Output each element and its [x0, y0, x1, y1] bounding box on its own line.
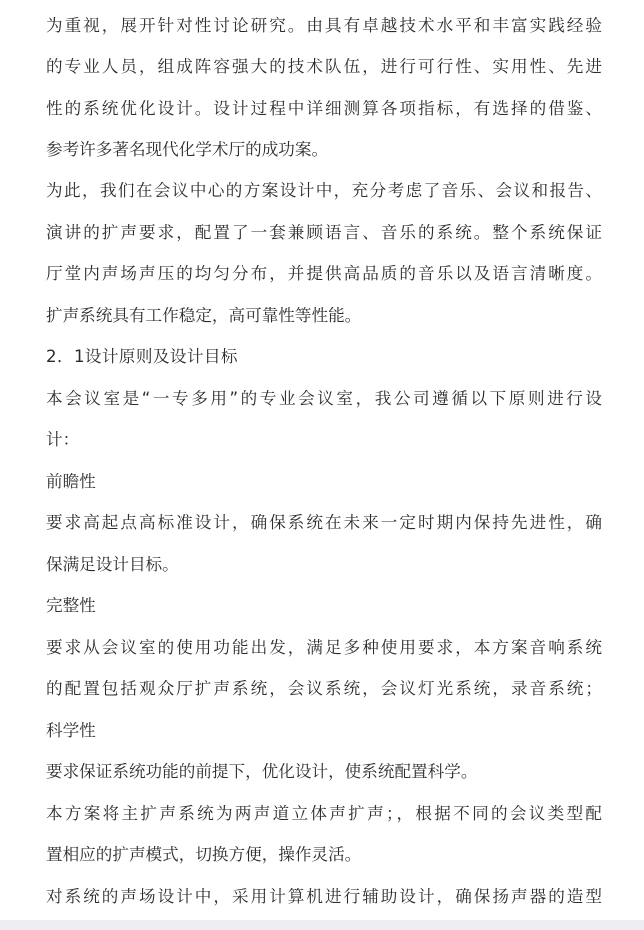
subheading-scientific: 科学性 [46, 721, 96, 740]
paragraph-line: 演讲的扩声要求，配置了一套兼顾语言、音乐的系统。整个系统保证 [46, 223, 602, 242]
paragraph-line: 对系统的声场设计中，采用计算机进行辅助设计，确保扬声器的造型 [46, 887, 602, 906]
paragraph-line: 参考许多著名现代化学术厅的成功案。 [46, 140, 329, 159]
subheading-completeness: 完整性 [46, 596, 96, 615]
paragraph-line: 为此，我们在会议中心的方案设计中，充分考虑了音乐、会议和报告、 [46, 181, 602, 200]
paragraph-line: 厅堂内声场声压的均匀分布，并提供高品质的音乐以及语言清晰度。 [46, 264, 602, 283]
subheading-forward-looking: 前瞻性 [46, 472, 96, 491]
section-heading: 2．1设计原则及设计目标 [46, 347, 238, 366]
paragraph-line: 的配置包括观众厅扩声系统，会议系统，会议灯光系统，录音系统； [46, 679, 602, 698]
paragraph-line: 要求高起点高标准设计，确保系统在未来一定时期内保持先进性，确 [46, 513, 602, 532]
paragraph-line: 本会议室是“一专多用”的专业会议室，我公司遵循以下原则进行设 [46, 389, 602, 408]
page-bottom-edge [0, 920, 644, 930]
paragraph-line: 计： [46, 430, 80, 449]
paragraph-line: 本方案将主扩声系统为两声道立体声扩声；，根据不同的会议类型配 [46, 804, 602, 823]
paragraph-line: 置相应的扩声模式，切换方便，操作灵活。 [46, 845, 362, 864]
paragraph-line: 要求保证系统功能的前提下，优化设计，使系统配置科学。 [46, 762, 478, 781]
paragraph-line: 的专业人员，组成阵容强大的技术队伍，进行可行性、实用性、先进 [46, 57, 602, 76]
paragraph-line: 要求从会议室的使用功能出发，满足多种使用要求，本方案音响系统 [46, 638, 602, 657]
paragraph-line: 保满足设计目标。 [46, 555, 179, 574]
paragraph-line: 扩声系统具有工作稳定，高可靠性等性能。 [46, 306, 362, 325]
paragraph-line: 性的系统优化设计。设计过程中详细测算各项指标，有选择的借鉴、 [46, 99, 602, 118]
paragraph-line: 为重视，展开针对性讨论研究。由具有卓越技术水平和丰富实践经验 [46, 16, 602, 35]
